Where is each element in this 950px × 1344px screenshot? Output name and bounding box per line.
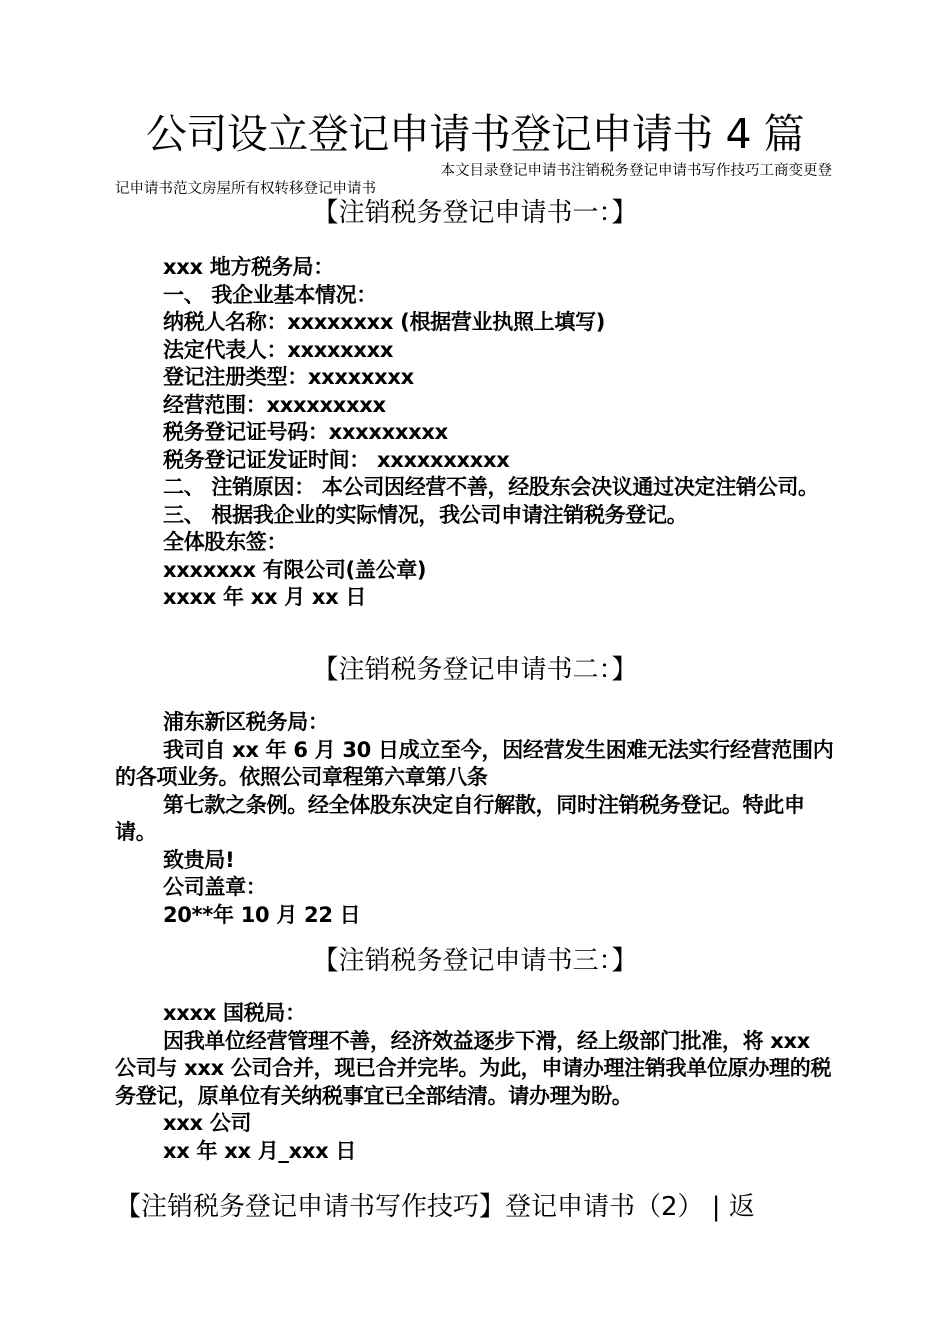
section-1-line: 税务登记证发证时间： xxxxxxxxxx: [163, 447, 510, 472]
section-2-body: [115, 709, 835, 929]
section-1-line: 登记注册类型：xxxxxxxx: [163, 365, 414, 389]
section-3-body: [115, 1000, 835, 1165]
section-1-line: 税务登记证号码：xxxxxxxxx: [163, 420, 448, 444]
section-3-heading: 【注销税务登记申请书三：】: [312, 946, 638, 976]
writing-tips-heading: 【注销税务登记申请书写作技巧】登记申请书（2） | 返: [115, 1192, 755, 1222]
section-1-line: 法定代表人：xxxxxxxx: [163, 337, 394, 362]
section-1-line: 经营范围：xxxxxxxxx: [163, 392, 386, 417]
section-3-date: xx 年 xx 月_xxx 日: [163, 1138, 357, 1163]
section-1-date: xxxx 年 xx 月 xx 日: [163, 585, 367, 609]
section-2-paragraph: 我司自 xx 年 6 月 30 日成立至今，因经营发生困难无法实行经营范围内的各项业务。依照公司章程第六章第八条: [115, 737, 834, 789]
section-1-paragraph: 二、 注销原因： 本公司因经营不善，经股东会决议通过决定注销公司。: [163, 475, 819, 499]
section-1-line: 纳税人名称：xxxxxxxx (根据营业执照上填写): [163, 310, 606, 334]
toc-line-2: 记申请书范文房屋所有权转移登记申请书: [115, 181, 376, 197]
toc-line-1: 本文目录登记申请书注销税务登记申请书写作技巧工商变更登: [440, 163, 832, 179]
section-1-line: 三、 根据我企业的实际情况，我公司申请注销税务登记。: [163, 502, 688, 527]
section-1-recipient: xxx 地方税务局：: [163, 255, 334, 279]
section-3-recipient: xxxx 国税局：: [163, 1001, 306, 1025]
section-3-signature: xxx 公司: [163, 1111, 252, 1135]
section-2-paragraph: 第七款之条例。经全体股东决定自行解散，同时注销税务登记。特此申请。: [115, 792, 805, 844]
section-3-paragraph: 因我单位经营管理不善，经济效益逐步下滑，经上级部门批准，将 xxx 公司与 xxx 公司合并，现已合并完毕。为此，申请办理注销我单位原办理的税务登记，原单位有关纳税事宜已全部结清。请办理为盼。: [115, 1028, 832, 1108]
section-2-date: 20**年 10 月 22 日: [163, 902, 361, 927]
section-1-body: [115, 254, 835, 612]
section-1-signature: xxxxxxx 有限公司(盖公章): [163, 557, 427, 582]
document-title: 公司设立登记申请书登记申请书 4 篇: [145, 110, 805, 158]
section-2-heading: 【注销税务登记申请书二：】: [312, 655, 638, 685]
section-1-heading: 【注销税务登记申请书一：】: [312, 198, 638, 228]
section-2-recipient: 浦东新区税务局：: [163, 710, 329, 734]
section-2-line: 公司盖章：: [163, 875, 267, 899]
section-1-line: 一、 我企业基本情况：: [163, 282, 378, 307]
section-1-line: 全体股东签：: [163, 530, 288, 554]
section-2-line: 致贵局!: [163, 847, 235, 872]
